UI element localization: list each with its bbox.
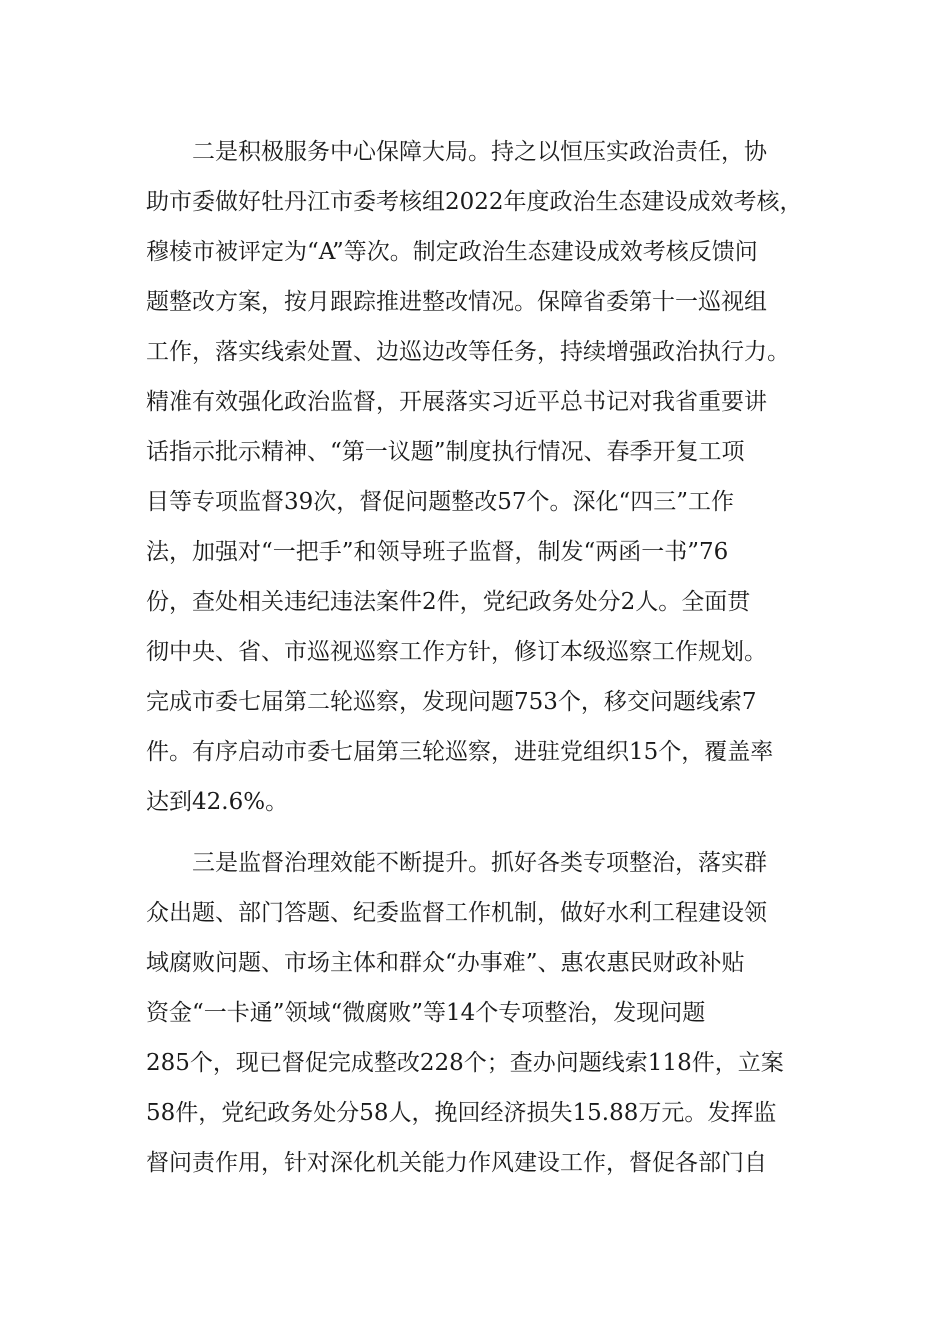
paragraph-1-line-13: 件。有序启动市委七届第三轮巡察，进驻党组织15个，覆盖率 xyxy=(146,739,774,765)
paragraph-1-line-11: 彻中央、省、市巡视巡察工作方针，修订本级巡察工作规划。 xyxy=(146,639,767,665)
paragraph-1-line-12: 完成市委七届第二轮巡察，发现问题753个，移交问题线索7 xyxy=(146,689,757,715)
paragraph-1-line-8: 目等专项监督39次，督促问题整改57个。深化“四三”工作 xyxy=(146,489,735,515)
paragraph-1-line-5: 工作，落实线索处置、边巡边改等任务，持续增强政治执行力。 xyxy=(146,339,790,365)
paragraph-2-line-2: 众出题、部门答题、纪委监督工作机制，做好水利工程建设领 xyxy=(146,900,767,926)
paragraph-1-line-4: 题整改方案，按月跟踪推进整改情况。保障省委第十一巡视组 xyxy=(146,289,767,315)
paragraph-1-line-1: 二是积极服务中心保障大局。持之以恒压实政治责任，协 xyxy=(192,139,767,165)
paragraph-1-line-7: 话指示批示精神、“第一议题”制度执行情况、春季开复工项 xyxy=(146,439,745,465)
paragraph-1-line-2: 助市委做好牡丹江市委考核组2022年度政治生态建设成效考核， xyxy=(146,189,803,215)
paragraph-2-line-1: 三是监督治理效能不断提升。抓好各类专项整治，落实群 xyxy=(192,850,767,876)
paragraph-1-line-3: 穆棱市被评定为“A”等次。制定政治生态建设成效考核反馈问 xyxy=(146,239,758,265)
paragraph-1-line-14: 达到42.6%。 xyxy=(146,789,289,815)
paragraph-2-line-6: 58件，党纪政务处分58人，挽回经济损失15.88万元。发挥监 xyxy=(146,1100,777,1126)
paragraph-2-line-3: 域腐败问题、市场主体和群众“办事难”、惠农惠民财政补贴 xyxy=(146,950,745,976)
paragraph-2-line-7: 督问责作用，针对深化机关能力作风建设工作，督促各部门自 xyxy=(146,1150,767,1176)
paragraph-1-line-9: 法，加强对“一把手”和领导班子监督，制发“两函一书”76 xyxy=(146,539,729,565)
paragraph-1-line-6: 精准有效强化政治监督，开展落实习近平总书记对我省重要讲 xyxy=(146,389,767,415)
paragraph-2-line-5: 285个，现已督促完成整改228个；查办问题线索118件，立案 xyxy=(146,1050,784,1076)
paragraph-2-line-4: 资金“一卡通”领域“微腐败”等14个专项整治，发现问题 xyxy=(146,1000,706,1026)
paragraph-1-line-10: 份，查处相关违纪违法案件2件，党纪政务处分2人。全面贯 xyxy=(146,589,751,615)
